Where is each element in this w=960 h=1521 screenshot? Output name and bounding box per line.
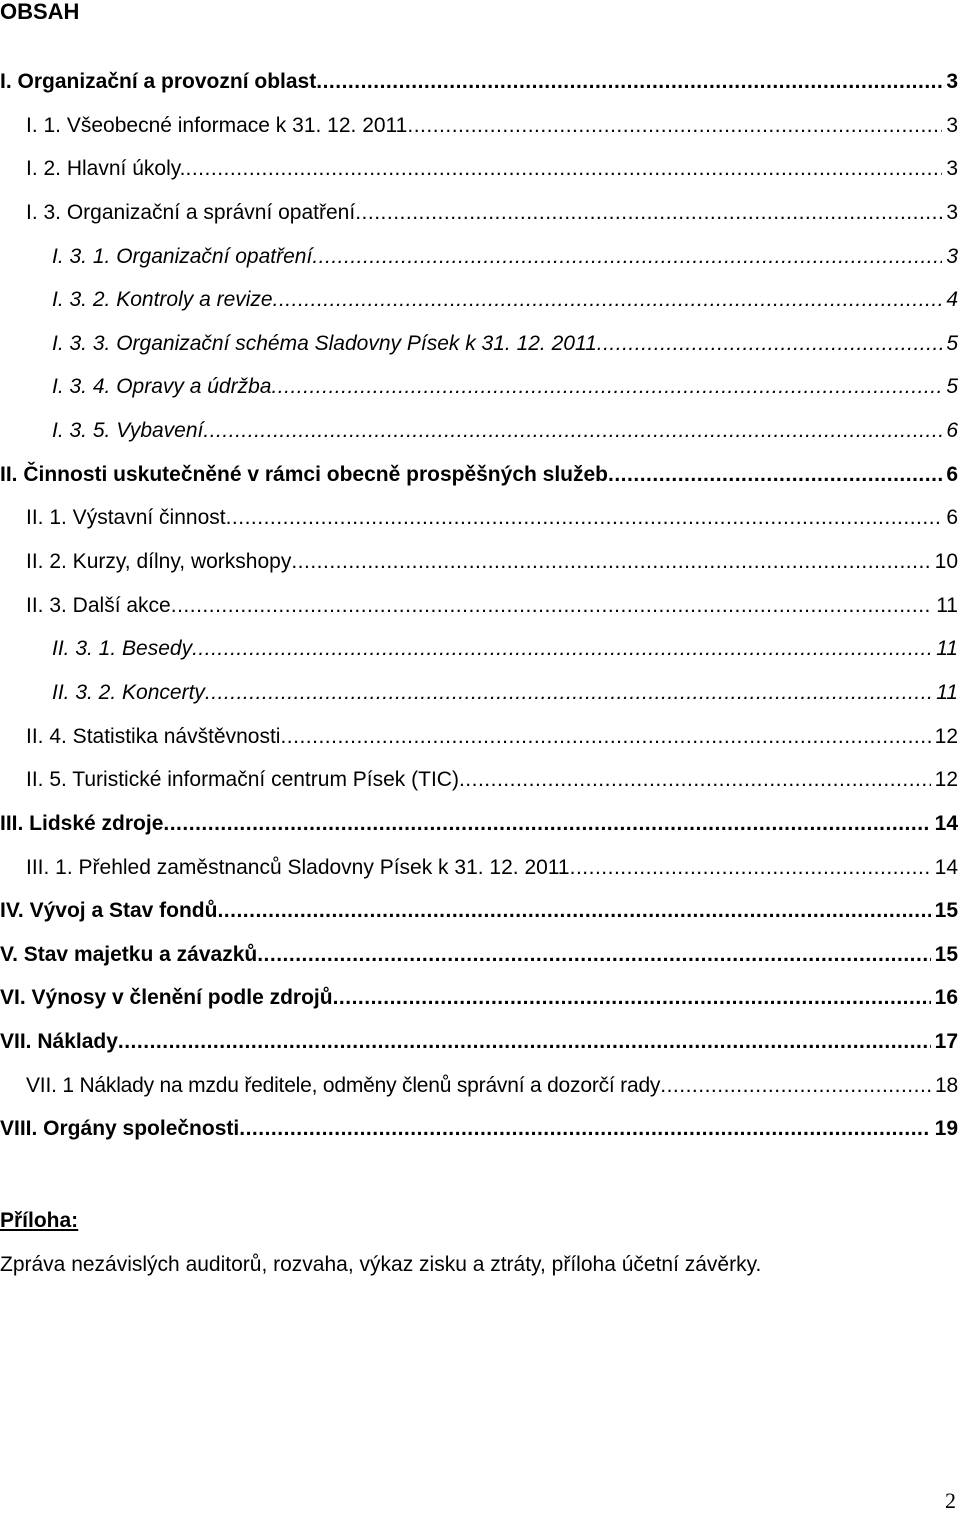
toc-leader-dots — [312, 235, 942, 279]
toc-entry[interactable] — [0, 104, 960, 148]
toc-entry[interactable] — [0, 758, 960, 802]
toc-leader-dots — [291, 540, 930, 584]
toc-leader-dots — [280, 715, 930, 759]
toc-entry-page: 10 — [934, 550, 958, 574]
toc-entry-page: 11 — [936, 680, 958, 704]
toc-leader-dots — [118, 1020, 931, 1064]
toc-entry-label: I. Organizační a provozní oblast — [0, 70, 317, 93]
toc-entry-label: II. 1. Výstavní činnost — [26, 506, 226, 530]
toc-entry[interactable] — [0, 147, 960, 191]
toc-entry-label: I. 3. 5. Vybavení — [52, 419, 204, 443]
toc-entry-page: 14 — [934, 855, 958, 879]
toc-leader-dots — [226, 496, 943, 540]
toc-entry-label: II. 2. Kurzy, dílny, workshopy — [26, 550, 292, 574]
toc-entry[interactable] — [0, 802, 960, 846]
toc-entry[interactable] — [0, 846, 960, 890]
toc-entry[interactable] — [0, 496, 960, 540]
toc-leader-dots — [239, 1107, 930, 1151]
toc-entry[interactable] — [0, 540, 960, 584]
toc-entry-label: II. 3. 2. Koncerty — [52, 680, 205, 704]
toc-leader-dots — [163, 802, 930, 846]
toc-entry-page: 3 — [946, 157, 958, 181]
toc-entry-label: II. 4. Statistika návštěvnosti — [26, 724, 281, 748]
toc-entry-page: 3 — [946, 244, 958, 268]
toc-entry[interactable] — [0, 1107, 960, 1151]
toc-entry-label: IV. Vývoj a Stav fondů — [0, 899, 218, 923]
toc-entry-label: VII. Náklady — [0, 1030, 118, 1054]
toc-entry-page: 19 — [934, 1117, 958, 1141]
toc-leader-dots — [660, 1064, 931, 1108]
toc-entry-page: 4 — [946, 288, 958, 312]
toc-entry-label: I. 1. Všeobecné informace k 31. 12. 2011 — [26, 113, 408, 137]
toc-entry-label: I. 3. 4. Opravy a údržba — [52, 375, 272, 399]
document-title: OBSAH — [0, 0, 80, 24]
toc-leader-dots — [570, 846, 931, 890]
toc-leader-dots — [333, 976, 931, 1020]
toc-entry-page: 15 — [934, 899, 958, 923]
toc-entry-page: 15 — [934, 942, 958, 966]
toc-entry[interactable] — [0, 889, 960, 933]
toc-leader-dots — [217, 889, 930, 933]
toc-entry-label: I. 3. Organizační a správní opatření — [26, 200, 356, 224]
toc-entry-page: 17 — [934, 1030, 958, 1054]
toc-leader-dots — [203, 409, 942, 453]
table-of-contents — [0, 60, 960, 1151]
toc-entry[interactable] — [0, 671, 960, 715]
toc-entry[interactable] — [0, 584, 960, 628]
toc-entry[interactable] — [0, 60, 960, 104]
toc-leader-dots — [257, 933, 930, 977]
toc-leader-dots — [186, 147, 943, 191]
toc-leader-dots — [459, 758, 931, 802]
toc-entry-page: 5 — [946, 375, 958, 399]
toc-entry[interactable] — [0, 278, 960, 322]
toc-entry-page: 12 — [934, 768, 958, 792]
toc-entry-page: 5 — [946, 331, 958, 355]
toc-entry-page: 6 — [946, 419, 958, 443]
annex-title: Příloha: — [0, 1209, 79, 1232]
toc-entry-label: II. 3. Další akce — [26, 593, 171, 617]
toc-entry-label: III. Lidské zdroje — [0, 811, 164, 835]
toc-entry-page: 6 — [946, 506, 958, 530]
toc-entry-label: I. 3. 1. Organizační opatření — [52, 244, 313, 268]
toc-entry-label: I. 3. 3. Organizační schéma Sladovny Písek k 31. 12. 2011 — [52, 331, 597, 355]
toc-entry-page: 12 — [934, 724, 958, 748]
toc-entry-page: 3 — [946, 70, 958, 93]
toc-entry-label: VI. Výnosy v členění podle zdrojů — [0, 986, 333, 1010]
toc-entry[interactable] — [0, 1020, 960, 1064]
toc-entry-label: I. 2. Hlavní úkoly. — [26, 157, 186, 181]
toc-entry-page: 14 — [934, 811, 958, 835]
toc-leader-dots — [407, 104, 942, 148]
toc-entry-label: VII. 1 Náklady na mzdu ředitele, odměny členů správní a dozorčí rady — [26, 1073, 661, 1097]
toc-entry[interactable] — [0, 409, 960, 453]
toc-entry[interactable] — [0, 235, 960, 279]
toc-entry[interactable] — [0, 322, 960, 366]
toc-entry-label: II. 3. 1. Besedy — [52, 637, 193, 661]
toc-leader-dots — [355, 191, 942, 235]
toc-entry[interactable] — [0, 627, 960, 671]
toc-entry-page: 11 — [936, 637, 958, 661]
toc-leader-dots — [316, 60, 942, 104]
toc-entry-label: III. 1. Přehled zaměstnanců Sladovny Písek k 31. 12. 2011 — [26, 855, 570, 879]
toc-entry[interactable] — [0, 715, 960, 759]
toc-entry[interactable] — [0, 191, 960, 235]
toc-leader-dots — [271, 365, 942, 409]
toc-entry-label: V. Stav majetku a závazků — [0, 942, 258, 966]
toc-entry-page: 3 — [946, 200, 958, 224]
toc-leader-dots — [273, 278, 943, 322]
toc-leader-dots — [608, 453, 942, 497]
toc-entry-page: 3 — [946, 113, 958, 137]
toc-entry-page: 18 — [935, 1073, 958, 1097]
toc-entry-page: 6 — [946, 462, 958, 486]
toc-entry-label: II. 5. Turistické informační centrum Písek (TIC) — [26, 768, 459, 792]
toc-entry[interactable] — [0, 453, 960, 497]
toc-entry[interactable] — [0, 976, 960, 1020]
toc-entry-label: VIII. Orgány společnosti — [0, 1117, 240, 1141]
toc-leader-dots — [171, 584, 932, 628]
toc-entry[interactable] — [0, 365, 960, 409]
toc-leader-dots — [597, 322, 943, 366]
toc-entry-page: 16 — [934, 986, 958, 1010]
annex-text: Zpráva nezávislých auditorů, rozvaha, výkaz zisku a ztráty, příloha účetní závěrky. — [0, 1253, 762, 1276]
toc-entry[interactable] — [0, 933, 960, 977]
toc-leader-dots — [192, 627, 932, 671]
toc-entry-page: 11 — [936, 593, 958, 617]
toc-entry-label: I. 3. 2. Kontroly a revize — [52, 288, 273, 312]
toc-leader-dots — [205, 671, 932, 715]
toc-entry[interactable] — [0, 1064, 960, 1108]
page-number: 2 — [945, 1488, 956, 1513]
toc-entry-label: II. Činnosti uskutečněné v rámci obecně prospěšných služeb — [0, 462, 609, 486]
